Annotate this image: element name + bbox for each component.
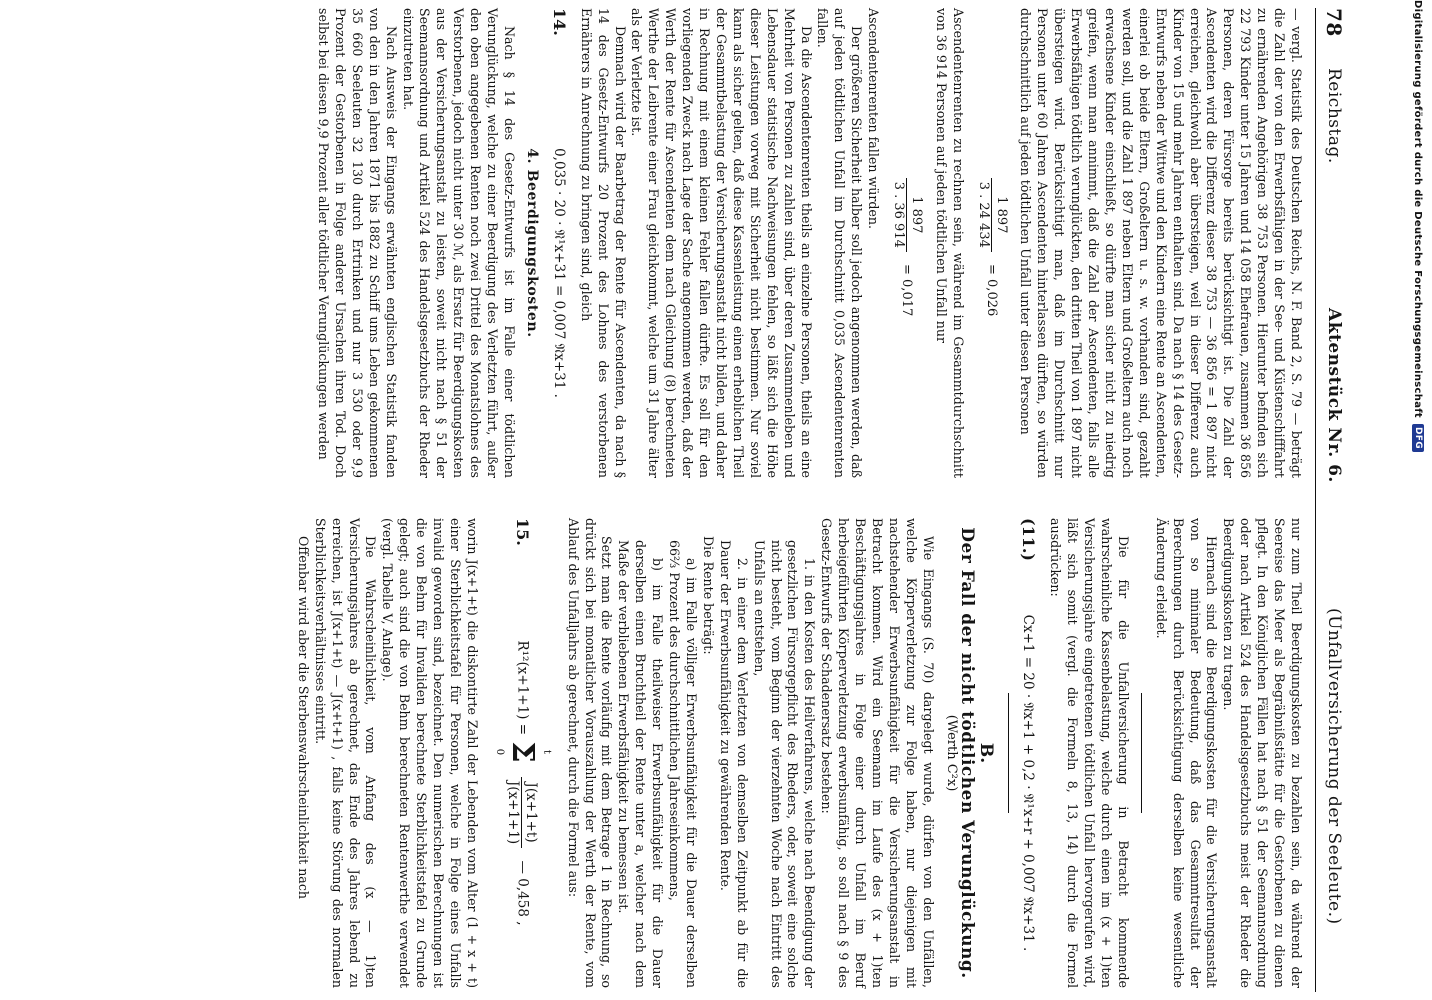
left-paragraph-4: Der größeren Sicherheit halber soll jedoch angenommen werden, daß auf jeden tödtlichen Unfall im Durchschnitt 0,035 Ascendentenrenten fallen. [815,8,865,478]
equation-15-number: 15. [513,518,533,546]
left-paragraph-3: Ascendentenrenten fallen würden. [866,8,882,229]
section-letter-b: B. [976,742,997,764]
right-paragraph-4: Wie Eingangs (S. 70) dargelegt wurde, dürfen von den Unfällen, welche Körperverletzung zur Folge haben, nur diejenigen mit nachstehender Erwerbsunfähigkeit für die Versicherungsanstalt in Betracht kommen. Wird ein Seemann im Laufe des (x + 1)ten Beschäftigungsjahres in Folge einer durch Unfall im Beruf herbeigeführten Körperverletzung erwerbsunfähig, so soll nach § 9 des Gesetz-Entwurfs der Schadenersatz bestehen: [819,518,936,988]
header-right: (Unfallversicherung der Seeleute.) [1324,608,1344,925]
header-middle: Aktenstück Nr. 6. [1324,308,1344,483]
equation-15 [490,518,554,988]
summation-limits [490,741,554,762]
equation-15-fraction [504,777,539,848]
divider [1008,693,1009,813]
equation-14 [550,8,567,478]
right-paragraph-9: Offenbar wird aber die Sterbenswahrscheinlichkeit nach [295,536,311,899]
list-item-2: 2. in einer dem Verletzten von demselben Zeitpunkt ab für die Dauer der Erwerbsunfähigkeit zu gewährenden Rente. [717,540,750,988]
digitization-note [1400,0,1432,1000]
equation-15-tail: — 0,458 , [514,860,531,926]
equation-15-lhs: R¹²(x+1+1) = [514,640,531,736]
summation-lower-limit: 0 [493,748,505,756]
dfg-logo: DFG [1412,424,1424,452]
right-paragraph-1: nur zum Theil Beerdigungskosten zu bezahlen sein, da während der Seereise das Meer als Begräbnißstätte für die Gestorbenen zu dienen pflegt. In den Königlichen Fällen hat nach § 51 der Seemannsordnung oder nach Artikel 524 des Handelsgesetzbuchs meist der Rheder die Beerdigungskosten zu tragen. [1221,518,1304,988]
fraction-1-denominator: 3 . 24 434 [975,181,991,248]
right-paragraph-7: worin J(x+1+t) die diskontirte Zahl der Lebenden vom Alter (1 + x + t) einer Sterblichkeitstafel für Personen, welche in Folge eines Unfalls invalid geworden sind, bezeichnet. Den numerischen Berechnungen ist die von Behm für Invaliden berechnete Sterblichkeitstafel zu Grunde gelegt; auch sind die von Behm berechneten Rentenwerthe verwendet (vergl. Tabelle V, Anlage). [380,518,480,988]
page-number: 78 [1322,8,1346,37]
header-left: Reichstag. [1324,68,1344,164]
right-paragraph-6: Setzt man die Rente vorläufig mit dem Betrage 1 in Rechnung, so drückt sich bei monatlicher Vorauszahlung der Werth der Rente, vom Ablauf des Unfalljahrs ab gerechnet, durch die Formel aus: [565,518,615,988]
right-paragraph-5: Die Rente beträgt: [700,536,716,655]
fraction-1-numerator: 1 897 [991,178,1009,252]
fraction-1-result: = 0,026 [983,264,999,317]
equation-15-numerator: J(x+1+t) [521,777,539,848]
fraction-2 [889,178,924,252]
summation-upper-limit: t [540,749,552,754]
left-paragraph-2: Ascendentenrenten zu rechnen sein, während im Gesammtdurchschnitt von 36 914 Personen auf jeden tödtlichen Unfall nur [933,8,966,478]
equation-11-number: (11.) [1019,518,1039,561]
fraction-2-numerator: 1 897 [906,178,924,252]
equation-11 [1019,518,1039,988]
list-item-a: a) im Falle völliger Erwerbsunfähigkeit für die Dauer derselben 66⅔ Prozent des durchschnittlichen Jahreseinkommens, [667,540,699,988]
fraction-2-denominator: 3 . 36 914 [891,181,907,248]
section-subtitle-b: (Werth C²x) [943,714,959,792]
left-paragraph-6: Demnach wird der Baarbetrag der Rente für Ascendenten, da nach § 14 des Gesetz-Entwurfs 20 Prozent des Lohnes des verstorbenen Ernährers in Anrechnung zu bringen sind, gleich [578,8,628,478]
right-paragraph-8: Die Wahrscheinlichkeit, vom Anfang des (x — 1)ten Versicherungsjahres ab gerechnet, das Ende des Jahres lebend zu erreichen, ist J(x+1+t) — J(x+t+1) , falls keine Störung des normalen Sterblichkeitsverhältnisses eintritt. [312,518,379,988]
fraction-2-result: = 0,017 [899,264,915,317]
list-item-b: b) im Falle theilweiser Erwerbsunfähigkeit für die Dauer derselben einen Bruchtheil der Rente unter a, welcher nach dem Maße der verbliebenen Erwerbsfähigkeit zu bemessen ist. [616,540,666,988]
section-title-b: Der Fall der nicht tödtlichen Verunglückung. [957,527,978,979]
left-paragraph-1: — vergl. Statistik des Deutschen Reichs, N. F. Band 2, S. 79 — beträgt die Zahl der von den Erwerbsfähigen in der See- und Küstenschifffahrt zu ernährenden Angehörigen 38 753 Personen. Hierunter befinden sich 22 793 Kinder unter 15 Jahren und 14 058 Ehefrauen, zusammen 36 856 Personen, deren Fürsorge bereits berücksichtigt ist. Die Zahl der Ascendenten wird die Differenz dieser 38 753 — 36 856 = 1 897 nicht erreichen, gleichwohl aber übersteigen, weil in dieser Differenz auch Kinder von 15 und mehr Jahren enthalten sind. Da nach § 14 des Gesetz-Entwurfs neben der Wittwe und den Kindern eine Rente an Ascendenten, einerlei ob beide Eltern, Großeltern u. s. w. vorhanden sind, gezahlt werden soll, und die Zahl 1 897 neben Eltern und Großeltern auch noch erwachsene Kinder einschließt, so dürfte man sicher nicht zu niedrig greifen, wenn man annimmt, daß die Zahl der Ascendenten, falls alle Erwerbsfähigen tödtlich verunglückten, den dritten Theil von 1 897 nicht übersteigen wird. Berücksichtigt man, daß im Durchschnitt nur Personen unter 60 Jahren Ascendenten hinterlassen dürften, so würden durchschnittlich auf jeden tödtlichen Unfall unter diesen Personen [1018,8,1304,479]
fraction-1 [974,178,1009,252]
fraction-formula-2 [889,8,924,478]
digitization-credit: Digitalisierung gefördert durch die Deutsche Forschungsgemeinschaft [1412,0,1424,418]
right-column [294,518,1304,988]
left-paragraph-8: Nach Ausweis der Eingangs erwähnten englischen Statistik fanden von den in den Jahren 1871 bis 1882 zu Schiff ums Leben gekommenen 35 660 Seeleuten 32 130 durch Ertrinken und nur 3 530 oder 9,9 Prozent der Gestorbenen in Folge anderer Ursachen ihren Tod. Doch selbst bei diesen 9,9 Prozent aller tödtlicher Verunglückungen werden [316,8,399,478]
divider [1141,693,1142,813]
page-header [1315,8,1348,992]
list-item-1: 1. in den Kosten des Heilverfahrens, welche nach Beendigung der gesetzlichen Fürsorgepflicht des Rheders, oder, soweit eine solche nicht besteht, vom Beginn der vierzehnten Woche nach Eintritt des Unfalls an entstehen, [751,540,818,988]
left-paragraph-7: Nach § 14 des Gesetz-Entwurfs ist im Falle einer tödtlichen Verunglückung, welche zu einer Beerdigung des Verletzten führt, außer den oben angegebenen Renten noch zwei Drittel des Monatslohnes des Verstorbenen, jedoch nicht unter 30 ℳ, als Ersatz für Beerdigungskosten aus der Versicherungsanstalt zu leisten, soweit nicht nach § 51 der Seemannsordnung und Artikel 524 des Handelsgesetzbuchs der Rheder einzutreten hat. [400,8,518,478]
equation-15-body [490,578,554,988]
equation-14-body: 0,035 · 20 · 𝔑¹x+31 = 0,007 𝔑x+31 . [550,148,567,398]
equation-15-denominator: J(x+1+1) [505,780,522,845]
equation-11-body: Cx+1 = 20 · 𝔑x+1 + 0,2 · 𝔑¹x+r + 0,007 𝔑x+31 . [1020,614,1037,952]
left-paragraph-5: Da die Ascendentenrenten theils an einzelne Personen, theils an eine Mehrheit von Personen zu zahlen sind, über deren Zusammenleben und Lebensdauer statistische Nachweisungen fehlen, so läßt sich die Höhe dieser Leistungen vorweg mit Sicherheit nicht bestimmen. Nur soviel kann als sicher gelten, daß diese Kassenleistung einen erheblichen Theil der Gesammtbelastung der Versicherungsanstalt nicht bilden, und daher in Rechnung mit einem kleinen Fehler fallen dürfte. Es soll für den vorliegenden Zweck nach Lage der Sache angenommen werden, daß der Werth der Rente für Ascendenten dem nach Gleichung (8) berechneten Werthe der Leibrente einer Frau gleichkommt, welche um 31 Jahre älter als der Verletzte ist. [629,8,814,478]
section-heading-burial-costs: 4. Beerdigungskosten. [523,148,540,338]
right-paragraph-2: Hiernach sind die Beerdigungskosten für die Versicherungsanstalt von so minimaler Bedeutung, daß das Gesammtresultat der Berechnungen durch Berücksichtigung derselben keine wesentliche Änderung erleidet. [1153,518,1220,988]
equation-14-number: 14. [549,8,569,36]
summation-sign: Σ [504,741,540,763]
right-paragraph-3: Die für die Unfallversicherung in Betracht kommende wahrscheinliche Kassenbelastung, welche durch einen im (x + 1)ten Versicherungsjahre eingetretenen tödtlichen Unfall hervorgerufen wird, läßt sich somit (vergl. die Formeln 8, 13, 14) durch die Formel ausdrücken: [1048,518,1131,988]
fraction-formula-1 [974,8,1009,478]
left-column [314,8,1304,478]
